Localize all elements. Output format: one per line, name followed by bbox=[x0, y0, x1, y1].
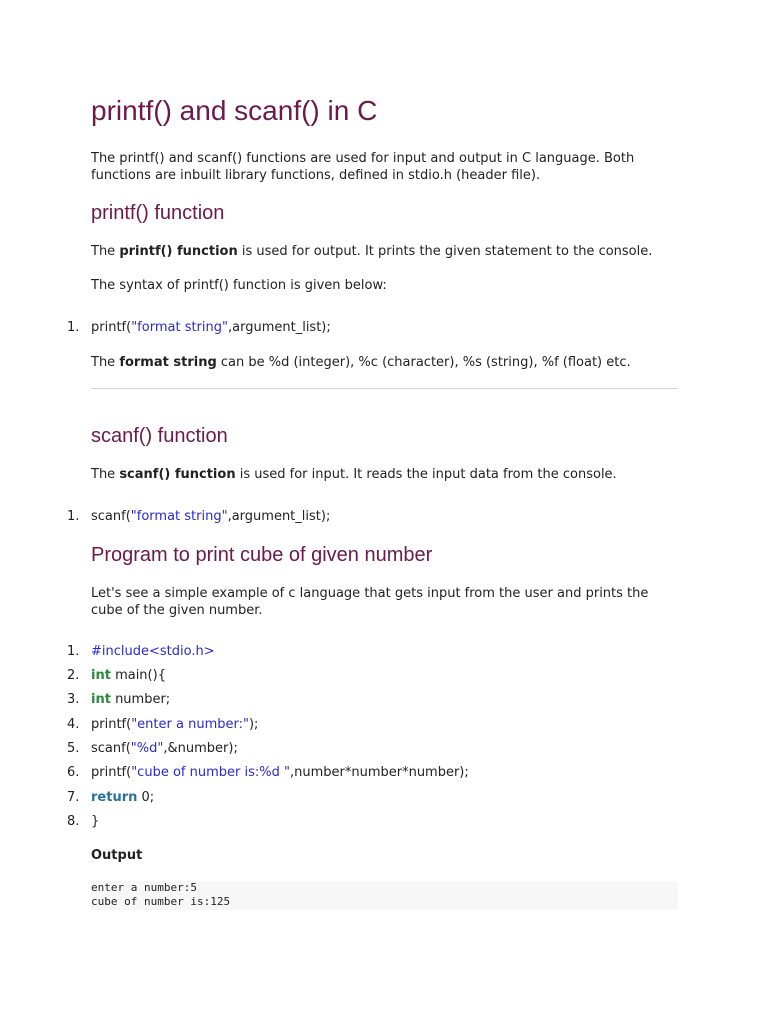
line-number: 8. bbox=[67, 814, 80, 829]
code-string: "enter a number:" bbox=[131, 717, 249, 732]
code-line bbox=[67, 813, 99, 830]
text: The bbox=[91, 355, 120, 370]
code-string: "cube of number is:%d " bbox=[131, 765, 290, 780]
bold-term: printf() function bbox=[119, 244, 238, 259]
code-text: ,number*number*number); bbox=[289, 765, 469, 780]
code-text: scanf( bbox=[91, 509, 131, 524]
code-text: ); bbox=[248, 717, 259, 732]
output-console bbox=[91, 881, 678, 910]
code-string: "format string" bbox=[131, 320, 228, 335]
text: is used for input. It reads the input data from the console. bbox=[235, 467, 617, 482]
code-keyword: int bbox=[91, 692, 111, 707]
printf-syntax-intro: The syntax of printf() function is given below: bbox=[91, 278, 387, 293]
code-line bbox=[67, 643, 215, 660]
line-number: 5. bbox=[67, 741, 80, 756]
text: is used for output. It prints the given statement to the console. bbox=[237, 244, 653, 259]
code-text: main(){ bbox=[110, 668, 166, 683]
code-text: } bbox=[91, 814, 100, 829]
text: The bbox=[91, 244, 120, 259]
scanf-syntax-code-line bbox=[67, 508, 330, 525]
program-heading: Program to print cube of given number bbox=[91, 544, 433, 566]
code-text: ,argument_list); bbox=[228, 320, 331, 335]
code-line bbox=[67, 789, 154, 806]
text: The bbox=[91, 467, 120, 482]
code-text: 0; bbox=[137, 790, 155, 805]
line-number: 7. bbox=[67, 790, 80, 805]
code-line bbox=[67, 716, 258, 733]
scanf-description bbox=[91, 466, 678, 483]
intro-paragraph: The printf() and scanf() functions are used for input and output in C language. Both functions are inbuilt library functions, defined in stdio.h (header file). bbox=[91, 151, 635, 183]
code-text: printf( bbox=[91, 717, 132, 732]
code-preprocessor: #include<stdio.h> bbox=[91, 644, 215, 659]
printf-heading: printf() function bbox=[91, 202, 225, 224]
format-string-paragraph bbox=[91, 354, 678, 371]
code-text: ,&number); bbox=[163, 741, 238, 756]
scanf-heading: scanf() function bbox=[91, 425, 228, 447]
section-divider bbox=[91, 388, 678, 389]
output-label: Output bbox=[91, 848, 143, 863]
line-number: 1. bbox=[67, 644, 80, 659]
printf-syntax-code-line bbox=[67, 319, 331, 336]
code-line bbox=[67, 764, 469, 781]
line-number: 4. bbox=[67, 717, 80, 732]
code-text: scanf( bbox=[91, 741, 131, 756]
bold-term: format string bbox=[119, 355, 217, 370]
code-string: "format string" bbox=[130, 509, 228, 524]
code-text: printf( bbox=[91, 320, 132, 335]
code-string: "%d" bbox=[130, 741, 164, 756]
page-title: printf() and scanf() in C bbox=[91, 95, 378, 126]
line-number: 3. bbox=[67, 692, 80, 707]
code-line bbox=[67, 691, 170, 708]
code-text: ,argument_list); bbox=[227, 509, 331, 524]
line-number: 2. bbox=[67, 668, 80, 683]
code-text: printf( bbox=[91, 765, 132, 780]
code-keyword: return bbox=[91, 790, 138, 805]
text: can be %d (integer), %c (character), %s (string), %f (float) etc. bbox=[216, 355, 631, 370]
output-line: enter a number:5 bbox=[91, 881, 197, 894]
code-keyword: int bbox=[91, 668, 111, 683]
output-line: cube of number is:125 bbox=[91, 895, 231, 908]
line-number: 6. bbox=[67, 765, 80, 780]
code-text: number; bbox=[110, 692, 171, 707]
line-number: 1. bbox=[67, 509, 80, 524]
bold-term: scanf() function bbox=[119, 467, 236, 482]
code-line bbox=[67, 667, 166, 684]
program-intro: Let's see a simple example of c language that gets input from the user and prints the cube of the given number. bbox=[91, 586, 649, 618]
line-number: 1. bbox=[67, 320, 80, 335]
printf-description bbox=[91, 243, 678, 260]
code-line bbox=[67, 740, 238, 757]
